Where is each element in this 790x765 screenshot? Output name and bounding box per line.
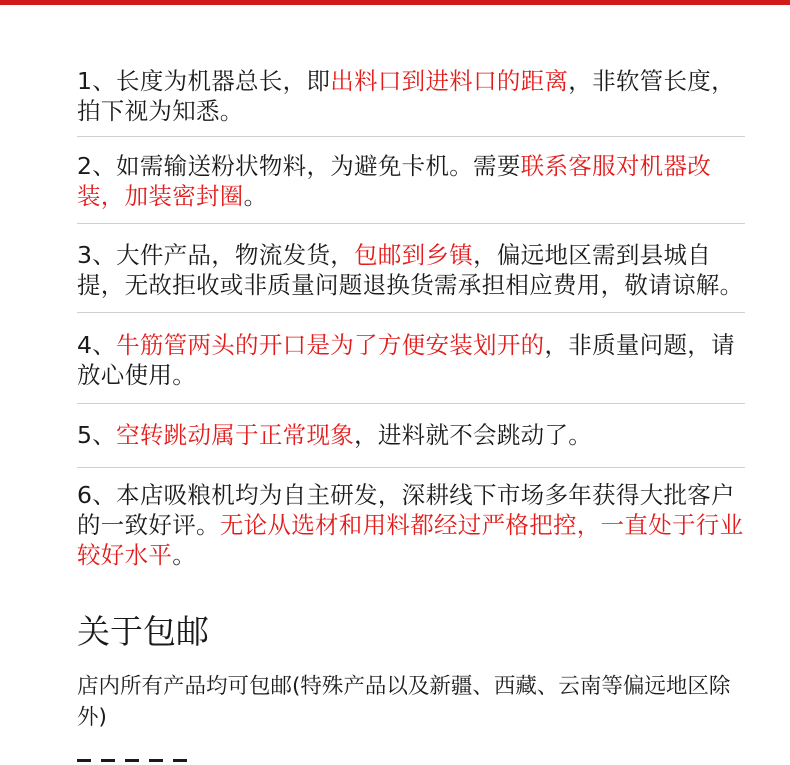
note-item-1 <box>77 62 745 126</box>
cut-off-next-heading <box>77 751 237 765</box>
note-item-2 <box>77 137 745 211</box>
note-text-end: ，非软管长度，拍下视为知悉。 <box>77 67 735 125</box>
note-highlight: 牛筋管两头的开口是为了方便安装划开的 <box>116 331 545 359</box>
note-highlight: 联系客服对机器改装，加装密封圈 <box>77 152 712 210</box>
top-accent-bar <box>0 0 790 5</box>
note-item-4 <box>77 313 745 390</box>
note-text-end: ，偏远地区需到县城自提，无故拒收或非质量问题退换货需承担相应费用，敬请谅解。 <box>77 241 744 299</box>
note-highlight: 无论从选材和用料都经过严格把控，一直处于行业较好水平 <box>77 511 744 569</box>
notes-list <box>77 62 745 570</box>
note-text: 1、长度为机器总长，即 <box>77 67 331 95</box>
note-text: 3、大件产品，物流发货， <box>77 241 355 269</box>
note-item-3 <box>77 224 745 300</box>
note-highlight: 空转跳动属于正常现象 <box>116 421 355 449</box>
note-text: 4、 <box>77 331 117 359</box>
note-text-end: ，进料就不会跳动了。 <box>354 421 593 449</box>
note-highlight: 包邮到乡镇 <box>354 241 474 269</box>
note-highlight: 出料口到进料口的距离 <box>330 67 569 95</box>
note-text-end: 。 <box>243 182 268 210</box>
note-item-5 <box>77 404 745 450</box>
shipping-body: 店内所有产品均可包邮(特殊产品以及新疆、西藏、云南等偏远地区除外) <box>77 674 731 730</box>
note-text: 5、 <box>77 421 117 449</box>
note-text-end: ，非质量问题，请放心使用。 <box>77 331 735 389</box>
note-item-6 <box>77 468 745 570</box>
note-text: 2、如需输送粉状物料，为避免卡机。需要 <box>77 152 521 180</box>
shipping-heading: 关于包邮 <box>77 612 209 651</box>
note-text-end: 。 <box>172 541 197 569</box>
note-text: 6、本店吸粮机均为自主研发，深耕线下市场多年获得大批客户的一致好评。 <box>77 481 735 539</box>
